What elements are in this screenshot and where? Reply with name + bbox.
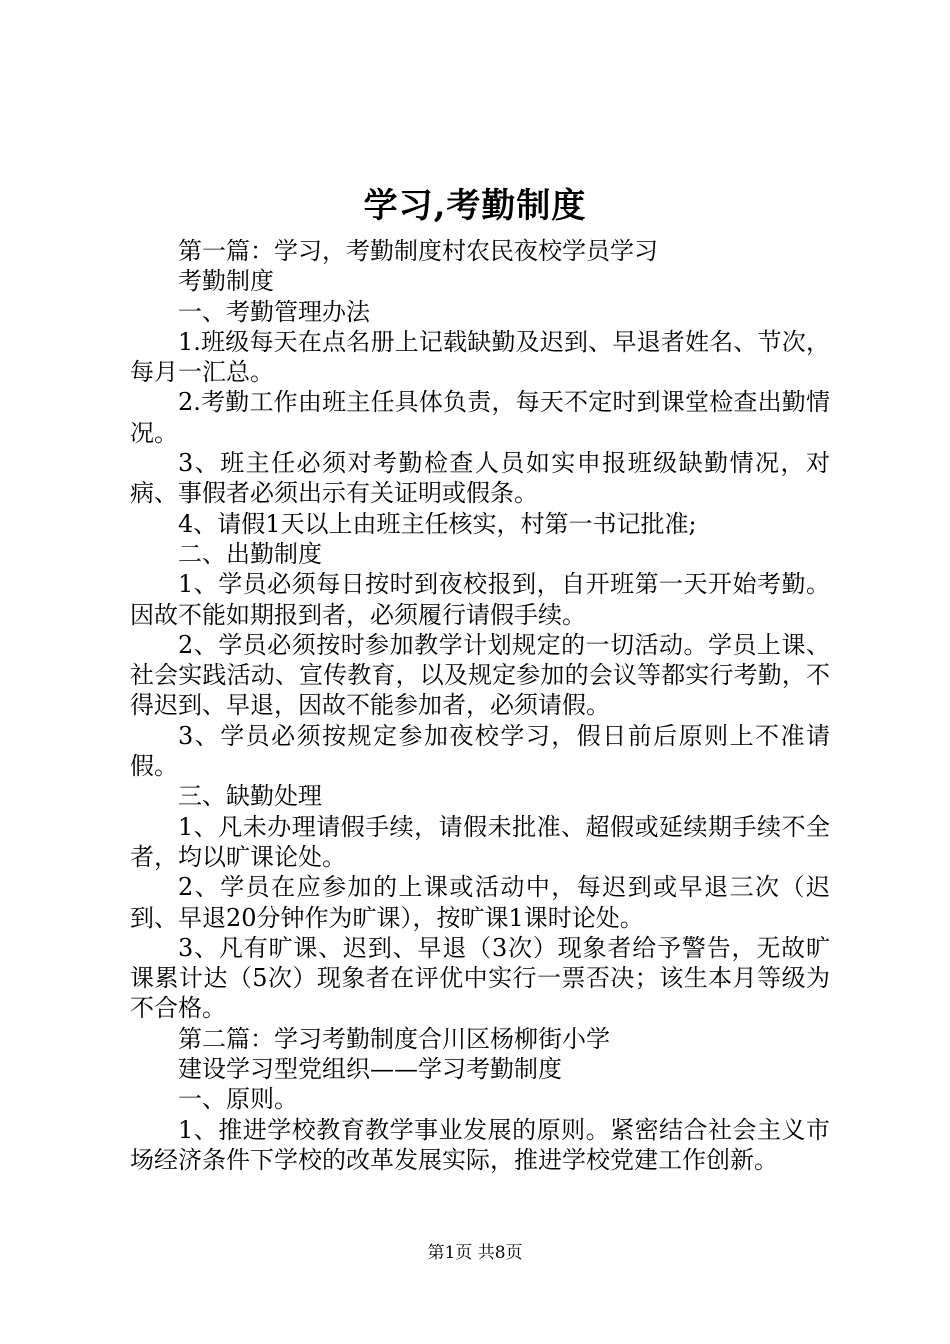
section-heading: 二、出勤制度 bbox=[178, 539, 322, 568]
paragraph: 3、班主任必须对考勤检查人员如实申报班级缺勤情况，对病、事假者必须出示有关证明或假条。 bbox=[130, 449, 830, 508]
section-heading: 三、缺勤处理 bbox=[178, 782, 322, 811]
paragraph: 1、推进学校教育教学事业发展的原则。紧密结合社会主义市场经济条件下学校的改革发展实际，推进学校党建工作创新。 bbox=[130, 1115, 830, 1174]
page-footer: 第1页 共8页 bbox=[427, 1243, 523, 1263]
document-title: 学习,考勤制度 bbox=[363, 186, 587, 226]
paragraph: 2.考勤工作由班主任具体负责，每天不定时到课堂检查出勤情况。 bbox=[130, 388, 830, 447]
paragraph: 建设学习型党组织——学习考勤制度 bbox=[178, 1055, 562, 1084]
section-heading: 一、原则。 bbox=[178, 1085, 298, 1114]
paragraph: 第二篇：学习考勤制度合川区杨柳街小学 bbox=[178, 1024, 610, 1053]
paragraph: 2、学员必须按时参加教学计划规定的一切活动。学员上课、社会实践活动、宣传教育，以及规定参加的会议等都实行考勤，不得迟到、早退，因故不能参加者，必须请假。 bbox=[130, 630, 830, 720]
paragraph: 2、学员在应参加的上课或活动中，每迟到或早退三次（迟到、早退20分钟作为旷课），按旷课1课时论处。 bbox=[130, 873, 830, 932]
paragraph: 1、学员必须每日按时到夜校报到，自开班第一天开始考勤。因故不能如期报到者，必须履行请假手续。 bbox=[130, 570, 830, 629]
paragraph: 1.班级每天在点名册上记载缺勤及迟到、早退者姓名、节次，每月一汇总。 bbox=[130, 327, 830, 387]
section-heading: 一、考勤管理办法 bbox=[178, 297, 370, 326]
paragraph: 4、请假1天以上由班主任核实，村第一书记批准; bbox=[178, 509, 697, 538]
paragraph: 第一篇：学习，考勤制度村农民夜校学员学习 bbox=[178, 237, 658, 265]
paragraph: 考勤制度 bbox=[178, 267, 274, 296]
paragraph: 3、学员必须按规定参加夜校学习，假日前后原则上不准请假。 bbox=[130, 721, 830, 781]
paragraph: 3、凡有旷课、迟到、早退（3次）现象者给予警告，无故旷课累计达（5次）现象者在评优中实行一票否决；该生本月等级为不合格。 bbox=[130, 933, 830, 1023]
document-body bbox=[130, 236, 830, 1175]
paragraph: 1、凡未办理请假手续，请假未批准、超假或延续期手续不全者，均以旷课论处。 bbox=[130, 812, 830, 871]
